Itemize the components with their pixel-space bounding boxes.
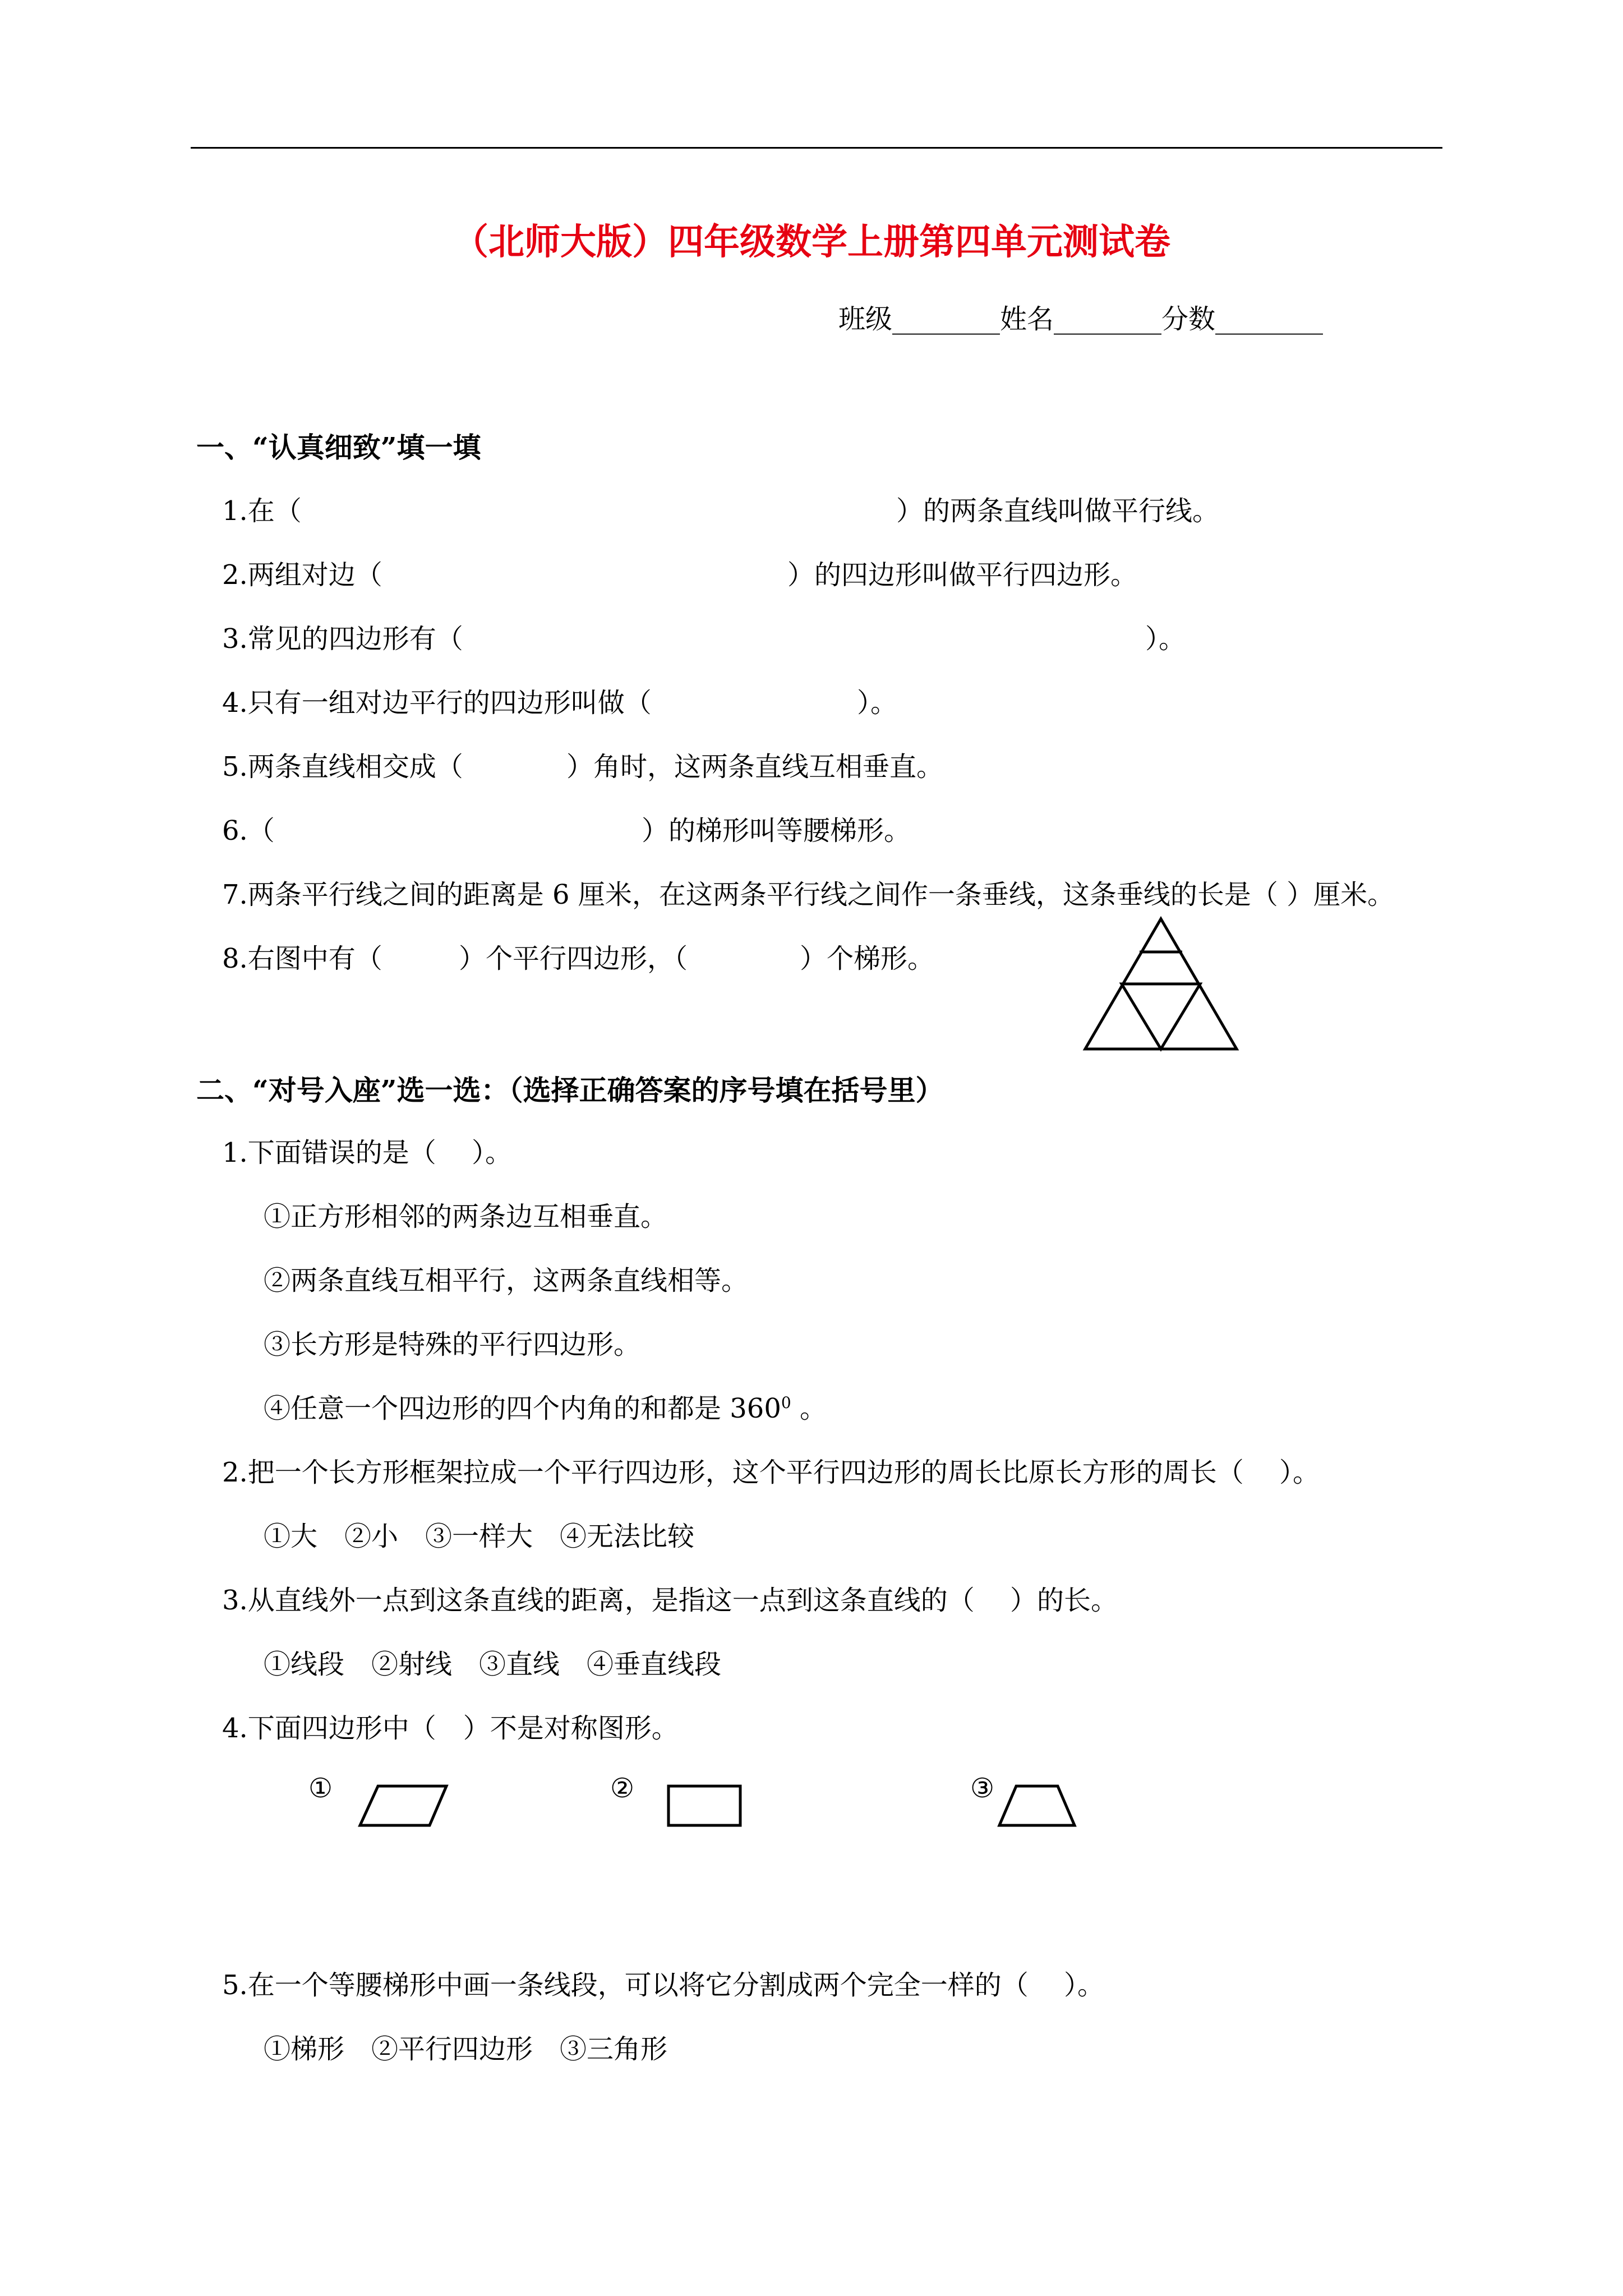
s2-q1: 1.下面错误的是（ ）。 <box>222 1137 513 1168</box>
s2-q5-options: ①梯形 ②平行四边形 ③三角形 <box>264 2033 668 2065</box>
section2-heading: 二、“对号入座”选一选：（选择正确答案的序号填在括号里） <box>196 1074 944 1107</box>
s1-q6-end: ）的梯形叫等腰梯形。 <box>642 815 911 846</box>
s1-q2-end: ）的四边形叫做平行四边形。 <box>787 559 1138 591</box>
shape-label-3: ③ <box>970 1773 995 1804</box>
s2-q1-option1: ①正方形相邻的两条边互相垂直。 <box>264 1201 668 1232</box>
s1-q1-start: 1.在（ <box>222 495 302 527</box>
s1-q8-middle: ）个平行四边形，（ <box>459 943 688 974</box>
s1-q4-end: ）。 <box>857 687 898 719</box>
s2-q2: 2.把一个长方形框架拉成一个平行四边形，这个平行四边形的周长比原长方形的周长（ ）。 <box>222 1457 1320 1488</box>
isosceles-trapezoid-shape <box>997 1784 1081 1829</box>
s2-q1-option4-text: ④任意一个四边形的四个内角的和都是 360 <box>264 1393 781 1424</box>
s2-q5: 5.在一个等腰梯形中画一条线段，可以将它分割成两个完全一样的（ ）。 <box>222 1970 1105 2001</box>
s1-q3-end: ）。 <box>1145 623 1186 655</box>
section1-heading: 一、“认真细致”填一填 <box>196 431 481 464</box>
degree-superscript: 0 <box>781 1393 791 1412</box>
s1-q4-start: 4.只有一组对边平行的四边形叫做（ <box>222 687 652 719</box>
parallelogram-shape <box>357 1784 452 1829</box>
s1-q6-start: 6.（ <box>222 815 275 846</box>
s1-q1-end: ）的两条直线叫做平行线。 <box>896 495 1220 527</box>
s2-q3: 3.从直线外一点到这条直线的距离，是指这一点到这条直线的（ ）的长。 <box>222 1585 1118 1616</box>
s2-q1-option4 <box>264 1387 827 1425</box>
s1-q8-end: ）个梯形。 <box>800 943 935 974</box>
s2-q2-options: ①大 ②小 ③一样大 ④无法比较 <box>264 1521 695 1552</box>
s1-q7: 7.两条平行线之间的距离是 6 厘米，在这两条平行线之间作一条垂线，这条垂线的长是（ ）厘米。 <box>222 879 1395 910</box>
s1-q2-start: 2.两组对边（ <box>222 559 382 591</box>
s2-q3-options: ①线段 ②射线 ③直线 ④垂直线段 <box>264 1649 722 1680</box>
s1-q5-end: ）角时，这两条直线互相垂直。 <box>566 751 944 783</box>
page-title: （北师大版）四年级数学上册第四单元测试卷 <box>453 221 1170 263</box>
s2-q1-option3: ③长方形是特殊的平行四边形。 <box>264 1329 641 1360</box>
triangle-figure <box>1077 914 1245 1060</box>
rectangle-shape <box>666 1784 745 1829</box>
s1-q5-start: 5.两条直线相交成（ <box>222 751 463 783</box>
s2-q1-option4-end: 。 <box>791 1393 827 1424</box>
shape-label-1: ① <box>308 1773 333 1804</box>
student-info-line: 班级________姓名________分数________ <box>838 303 1324 335</box>
s1-q3-start: 3.常见的四边形有（ <box>222 623 463 655</box>
s1-q8-start: 8.右图中有（ <box>222 943 382 974</box>
shape-label-2: ② <box>610 1773 635 1804</box>
s2-q1-option2: ②两条直线互相平行，这两条直线相等。 <box>264 1265 749 1296</box>
top-rule <box>191 147 1442 149</box>
s2-q4: 4.下面四边形中（ ）不是对称图形。 <box>222 1713 679 1744</box>
